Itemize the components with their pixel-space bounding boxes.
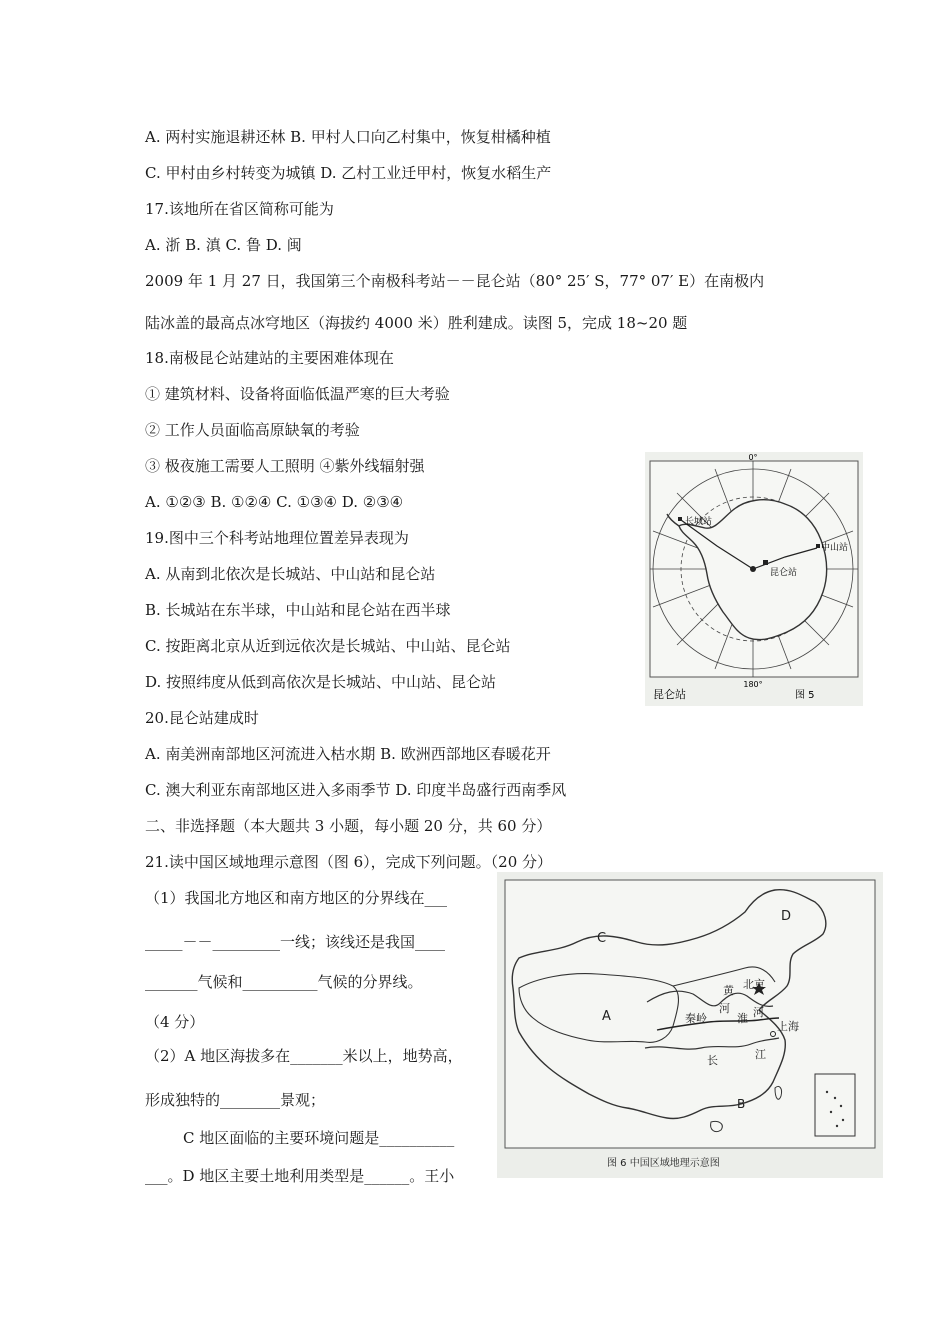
text-line: （4 分） [145, 1013, 205, 1031]
yellow-river-label-2: 河 [719, 1002, 730, 1015]
text-line: A. 南美洲南部地区河流进入枯水期 B. 欧洲西部地区春暖花开 [145, 745, 551, 763]
text-line: 形成独特的________景观； [145, 1091, 326, 1109]
text-line: A. 从南到北依次是长城站、中山站和昆仑站 [145, 565, 436, 583]
kunlun-station-marker [763, 560, 768, 565]
text-line: ② 工作人员面临高原缺氧的考验 [145, 421, 360, 439]
yangtze-label-1: 长 [707, 1054, 718, 1067]
region-c-label: C [597, 931, 607, 946]
huai-river-label-1: 淮 [737, 1012, 748, 1025]
text-line: 陆冰盖的最高点冰穹地区（海拔约 4000 米）胜利建成。读图 5，完成 18~20 题 [145, 314, 688, 332]
figure-5-antarctica-map [645, 452, 863, 706]
text-line: （1）我国北方地区和南方地区的分界线在___ [145, 889, 448, 907]
label-zhongshan-station: 中山站 [821, 543, 849, 553]
figure-5-legend: 昆仑站 [653, 688, 686, 701]
yangtze-label-2: 江 [755, 1048, 766, 1061]
question-17: 17.该地所在省区简称可能为 [145, 200, 334, 218]
region-b-label: B [737, 1097, 746, 1111]
region-d-label: D [781, 909, 792, 924]
zhongshan-station-marker [816, 544, 820, 548]
label-0-degree: 0° [748, 453, 758, 462]
text-line: _____－－_________一线；该线还是我国____ [145, 933, 446, 951]
figure-6-caption: 图 6 中国区域地理示意图 [607, 1158, 720, 1169]
figure-5-caption: 图 5 [795, 690, 815, 701]
taiwan-island [775, 1086, 782, 1099]
label-kunlun-station: 昆仑站 [770, 568, 798, 578]
beijing-label: 北京 [743, 978, 765, 991]
figure-6-china-map [497, 872, 883, 1178]
text-line: A. ①②③ B. ①②④ C. ①③④ D. ②③④ [145, 493, 404, 511]
question-18: 18.南极昆仑站建站的主要困难体现在 [145, 349, 394, 367]
text-line: ① 建筑材料、设备将面临低温严寒的巨大考验 [145, 385, 450, 403]
text-line: C. 甲村由乡村转变为城镇 D. 乙村工业迁甲村，恢复水稻生产 [145, 164, 552, 182]
text-line: D. 按照纬度从低到高依次是长城站、中山站、昆仑站 [145, 673, 497, 691]
yellow-river-label-1: 黄 [723, 984, 734, 997]
region-a-label: A [602, 1009, 611, 1024]
text-line: C 地区面临的主要环境问题是__________ [183, 1129, 455, 1147]
text-line: A. 两村实施退耕还林 B. 甲村人口向乙村集中，恢复柑橘种植 [145, 128, 551, 146]
changcheng-station-marker [678, 517, 682, 521]
text-line: C. 澳大利亚东南部地区进入多雨季节 D. 印度半岛盛行西南季风 [145, 781, 567, 799]
text-line: ③ 极夜施工需要人工照明 ④紫外线辐射强 [145, 457, 425, 475]
text-line: _______气候和__________气候的分界线。 [145, 973, 423, 991]
text-line: C. 按距离北京从近到远依次是长城站、中山站、昆仑站 [145, 637, 511, 655]
huai-river-label-2: 河 [753, 1006, 764, 1019]
question-20: 20.昆仑站建成时 [145, 709, 259, 727]
section-heading: 二、非选择题（本大题共 3 小题，每小题 20 分，共 60 分） [145, 817, 552, 835]
label-180-degree: 180° [743, 680, 763, 689]
south-china-sea-inset [815, 1074, 855, 1136]
label-changcheng-station: 长城站 [685, 517, 713, 527]
shanghai-label: 上海 [777, 1020, 799, 1033]
text-line: A. 浙 B. 滇 C. 鲁 D. 闽 [145, 236, 302, 254]
question-21: 21.读中国区域地理示意图（图 6），完成下列问题。（20 分） [145, 853, 553, 871]
text-line: 2009 年 1 月 27 日，我国第三个南极科考站－－昆仑站（80° 25′ S，77° 07′ E）在南极内 [145, 272, 765, 290]
qinling-label: 秦岭 [685, 1012, 707, 1025]
question-19: 19.图中三个科考站地理位置差异表现为 [145, 529, 409, 547]
text-line: （2）A 地区海拔多在_______米以上，地势高， [145, 1047, 463, 1065]
text-line: B. 长城站在东半球，中山站和昆仑站在西半球 [145, 601, 451, 619]
hainan-island [711, 1121, 723, 1131]
text-line: ___。D 地区主要土地利用类型是______。王小 [145, 1167, 455, 1185]
